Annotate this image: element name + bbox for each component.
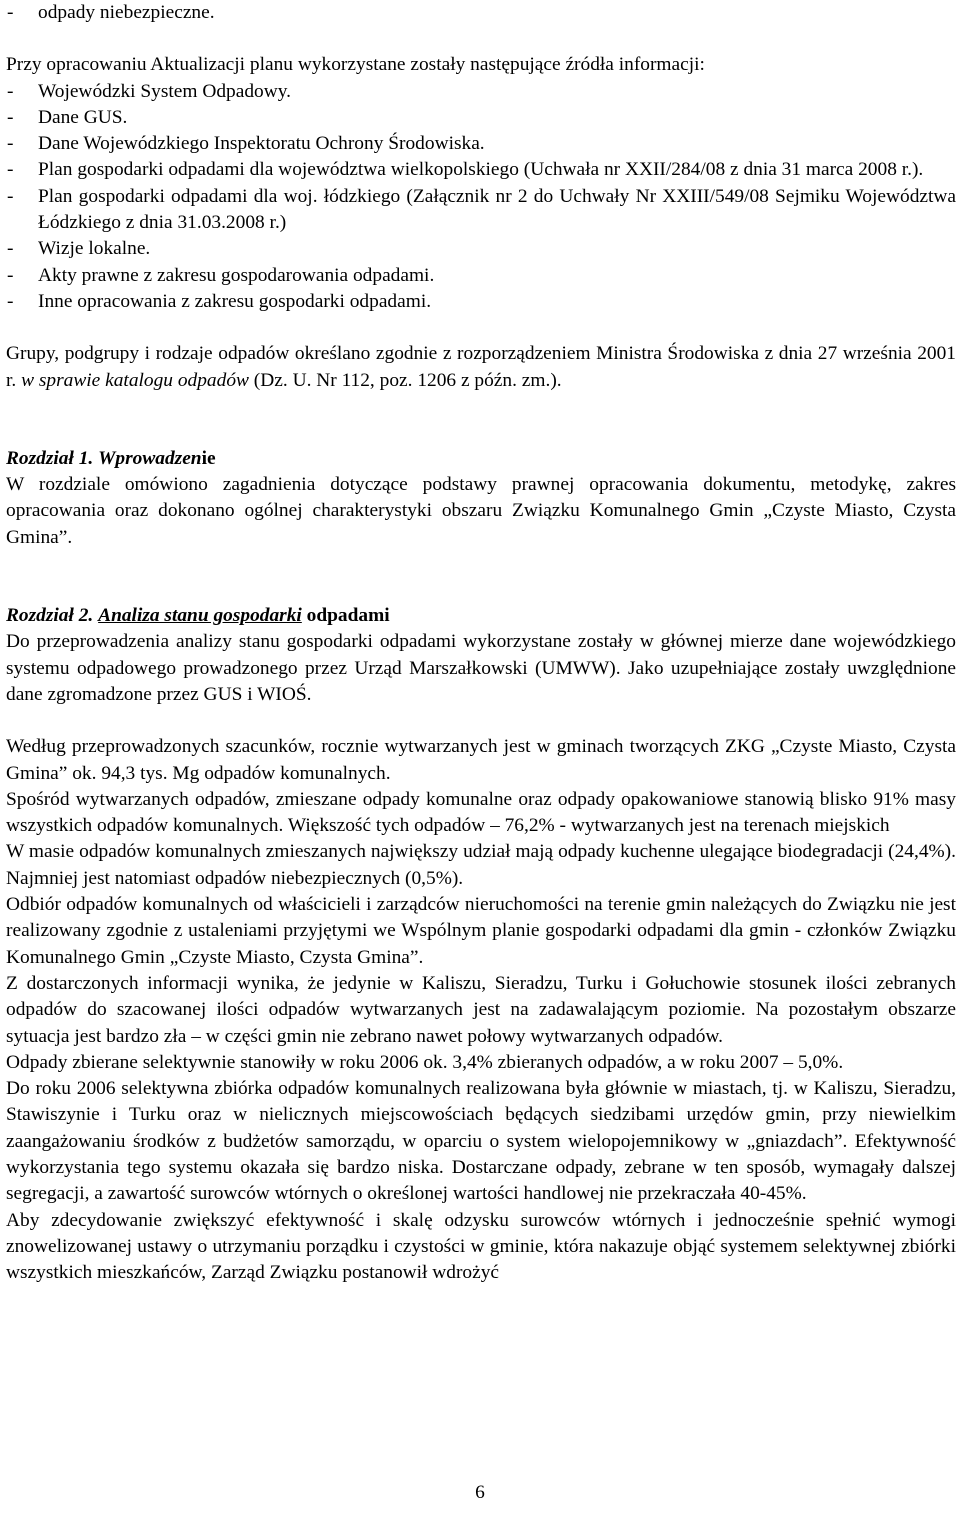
- chapter-2-heading: Rozdział 2. Analiza stanu gospodarki odpadami: [6, 605, 390, 627]
- source-item: - Dane Wojewódzkiego Inspektoratu Ochrony Środowiska.: [7, 133, 485, 155]
- paragraph: Spośród wytwarzanych odpadów, zmieszane odpady komunalne oraz odpady opakowaniowe stanowią blisko 91% masy wszystkich odpadów komunalnych. Większość tych odpadów – 76,2% - wytwarzanych jest na terenach miejskich: [6, 788, 956, 837]
- paragraph: Według przeprowadzonych szacunków, rocznie wytwarzanych jest w gminach tworzących ZKG „Czyste Miasto, Czysta Gmina” ok. 94,3 tys. Mg odpadów komunalnych.: [6, 736, 956, 784]
- source-item: - Wizje lokalne.: [7, 238, 151, 260]
- source-item: - Plan gospodarki odpadami dla województwa wielkopolskiego (Uchwała nr XXII/284/08 z dnia 31 marca 2008 r.).: [7, 159, 924, 181]
- paragraph: Odpady zbierane selektywnie stanowiły w roku 2006 ok. 3,4% zbieranych odpadów, a w roku 2007 – 5,0%.: [6, 1051, 844, 1073]
- page-number: 6: [475, 1482, 485, 1503]
- chapter-1-text: W rozdziale omówiono zagadnienia dotyczące podstawy prawnej opracowania dokumentu, metodykę, zakres opracowania oraz dokonano ogólnej charakterystyki obszaru Związku Komunalnego Gmin „Czyste Miasto, Czysta Gmina”.: [6, 474, 956, 548]
- source-item: - Wojewódzki System Odpadowy.: [7, 80, 291, 102]
- document-page: [6, 0, 956, 1286]
- paragraph: Do roku 2006 selektywna zbiórka odpadów komunalnych realizowana była głównie w miastach, tj. w Kaliszu, Sieradzu, Stawiszynie i Turku oraz w nielicznych miejscowościach będących siedzibami urzędów gmin, przy niewielkim zaangażowaniu środków z budżetów samorządu, w oparciu o system wielopojemnikowy w „gniazdach”. Efektywność wykorzystania tego systemu okazała się bardzo niska. Dostarczane odpady, zebrane w ten sposób, wymagały dalszej segregacji, a zawartość surowców wtórnych o określonej wartości handlowej nie przekraczała 40-45%.: [6, 1078, 956, 1205]
- chapter-1-heading: Rozdział 1. Wprowadzenie: [6, 447, 216, 469]
- source-item: - Inne opracowania z zakresu gospodarki odpadami.: [7, 290, 432, 312]
- paragraph: W masie odpadów komunalnych zmieszanych największy udział mają odpady kuchenne ulegające biodegradacji (24,4%). Najmniej jest natomiast odpadów niebezpiecznych (0,5%).: [6, 841, 956, 889]
- sources-intro: Przy opracowaniu Aktualizacji planu wykorzystane zostały następujące źródła informacji:: [6, 54, 705, 76]
- paragraph: Aby zdecydowanie zwiększyć efektywność i skalę odzysku surowców wtórnych i jednocześnie spełnić wymogi znowelizowanej ustawy o utrzymaniu porządku i czystości w gminie, która nakazuje objąć systemem selektywnej zbiórki wszystkich mieszkańców, Zarząd Związku postanowił wdrożyć: [6, 1209, 956, 1284]
- list-item-text: odpady niebezpieczne.: [38, 2, 215, 23]
- chapter-2-text: Do przeprowadzenia analizy stanu gospodarki odpadami wykorzystane zostały w głównej mierze dane wojewódzkiego systemu odpadowego prowadzonego przez Urząd Marszałkowski (UMWW). Jako uzupełniające zostały uwzględnione dane zgromadzone przez GUS i WIOŚ.: [6, 631, 956, 705]
- paragraph: Odbiór odpadów komunalnych od właścicieli i zarządców nieruchomości na terenie gmin należących do Związku nie jest realizowany zgodnie z ustaleniami przyjętymi we Wspólnym planie gospodarki odpadami dla gmin - członków Związku Komunalnego Gmin „Czyste Miasto, Czysta Gmina”.: [6, 894, 956, 968]
- source-item: - Plan gospodarki odpadami dla woj. łódzkiego (Załącznik nr 2 do Uchwały Nr XXIII/549/08 Sejmiku Województwa Łódzkiego z dnia 31.03.2008 r.): [7, 185, 956, 234]
- source-item: - Akty prawne z zakresu gospodarowania odpadami.: [7, 264, 435, 286]
- source-item: - Dane GUS.: [7, 106, 128, 128]
- list-item: - odpady niebezpieczne.: [6, 0, 956, 26]
- waste-catalog-paragraph: Grupy, podgrupy i rodzaje odpadów określano zgodnie z rozporządzeniem Ministra Środowiska z dnia 27 września 2001 r. w sprawie katalogu odpadów (Dz. U. Nr 112, poz. 1206 z późn. zm.).: [6, 343, 956, 391]
- paragraph: Z dostarczonych informacji wynika, że jedynie w Kaliszu, Sieradzu, Turku i Gołuchowie stosunek ilości zebranych odpadów do szacowanej ilości odpadów wytwarzanych jest na zadawalającym poziomie. Na pozostałym obszarze sytuacja jest bardzo zła – w części gmin nie zebrano nawet połowy wytwarzanych odpadów.: [6, 972, 956, 1047]
